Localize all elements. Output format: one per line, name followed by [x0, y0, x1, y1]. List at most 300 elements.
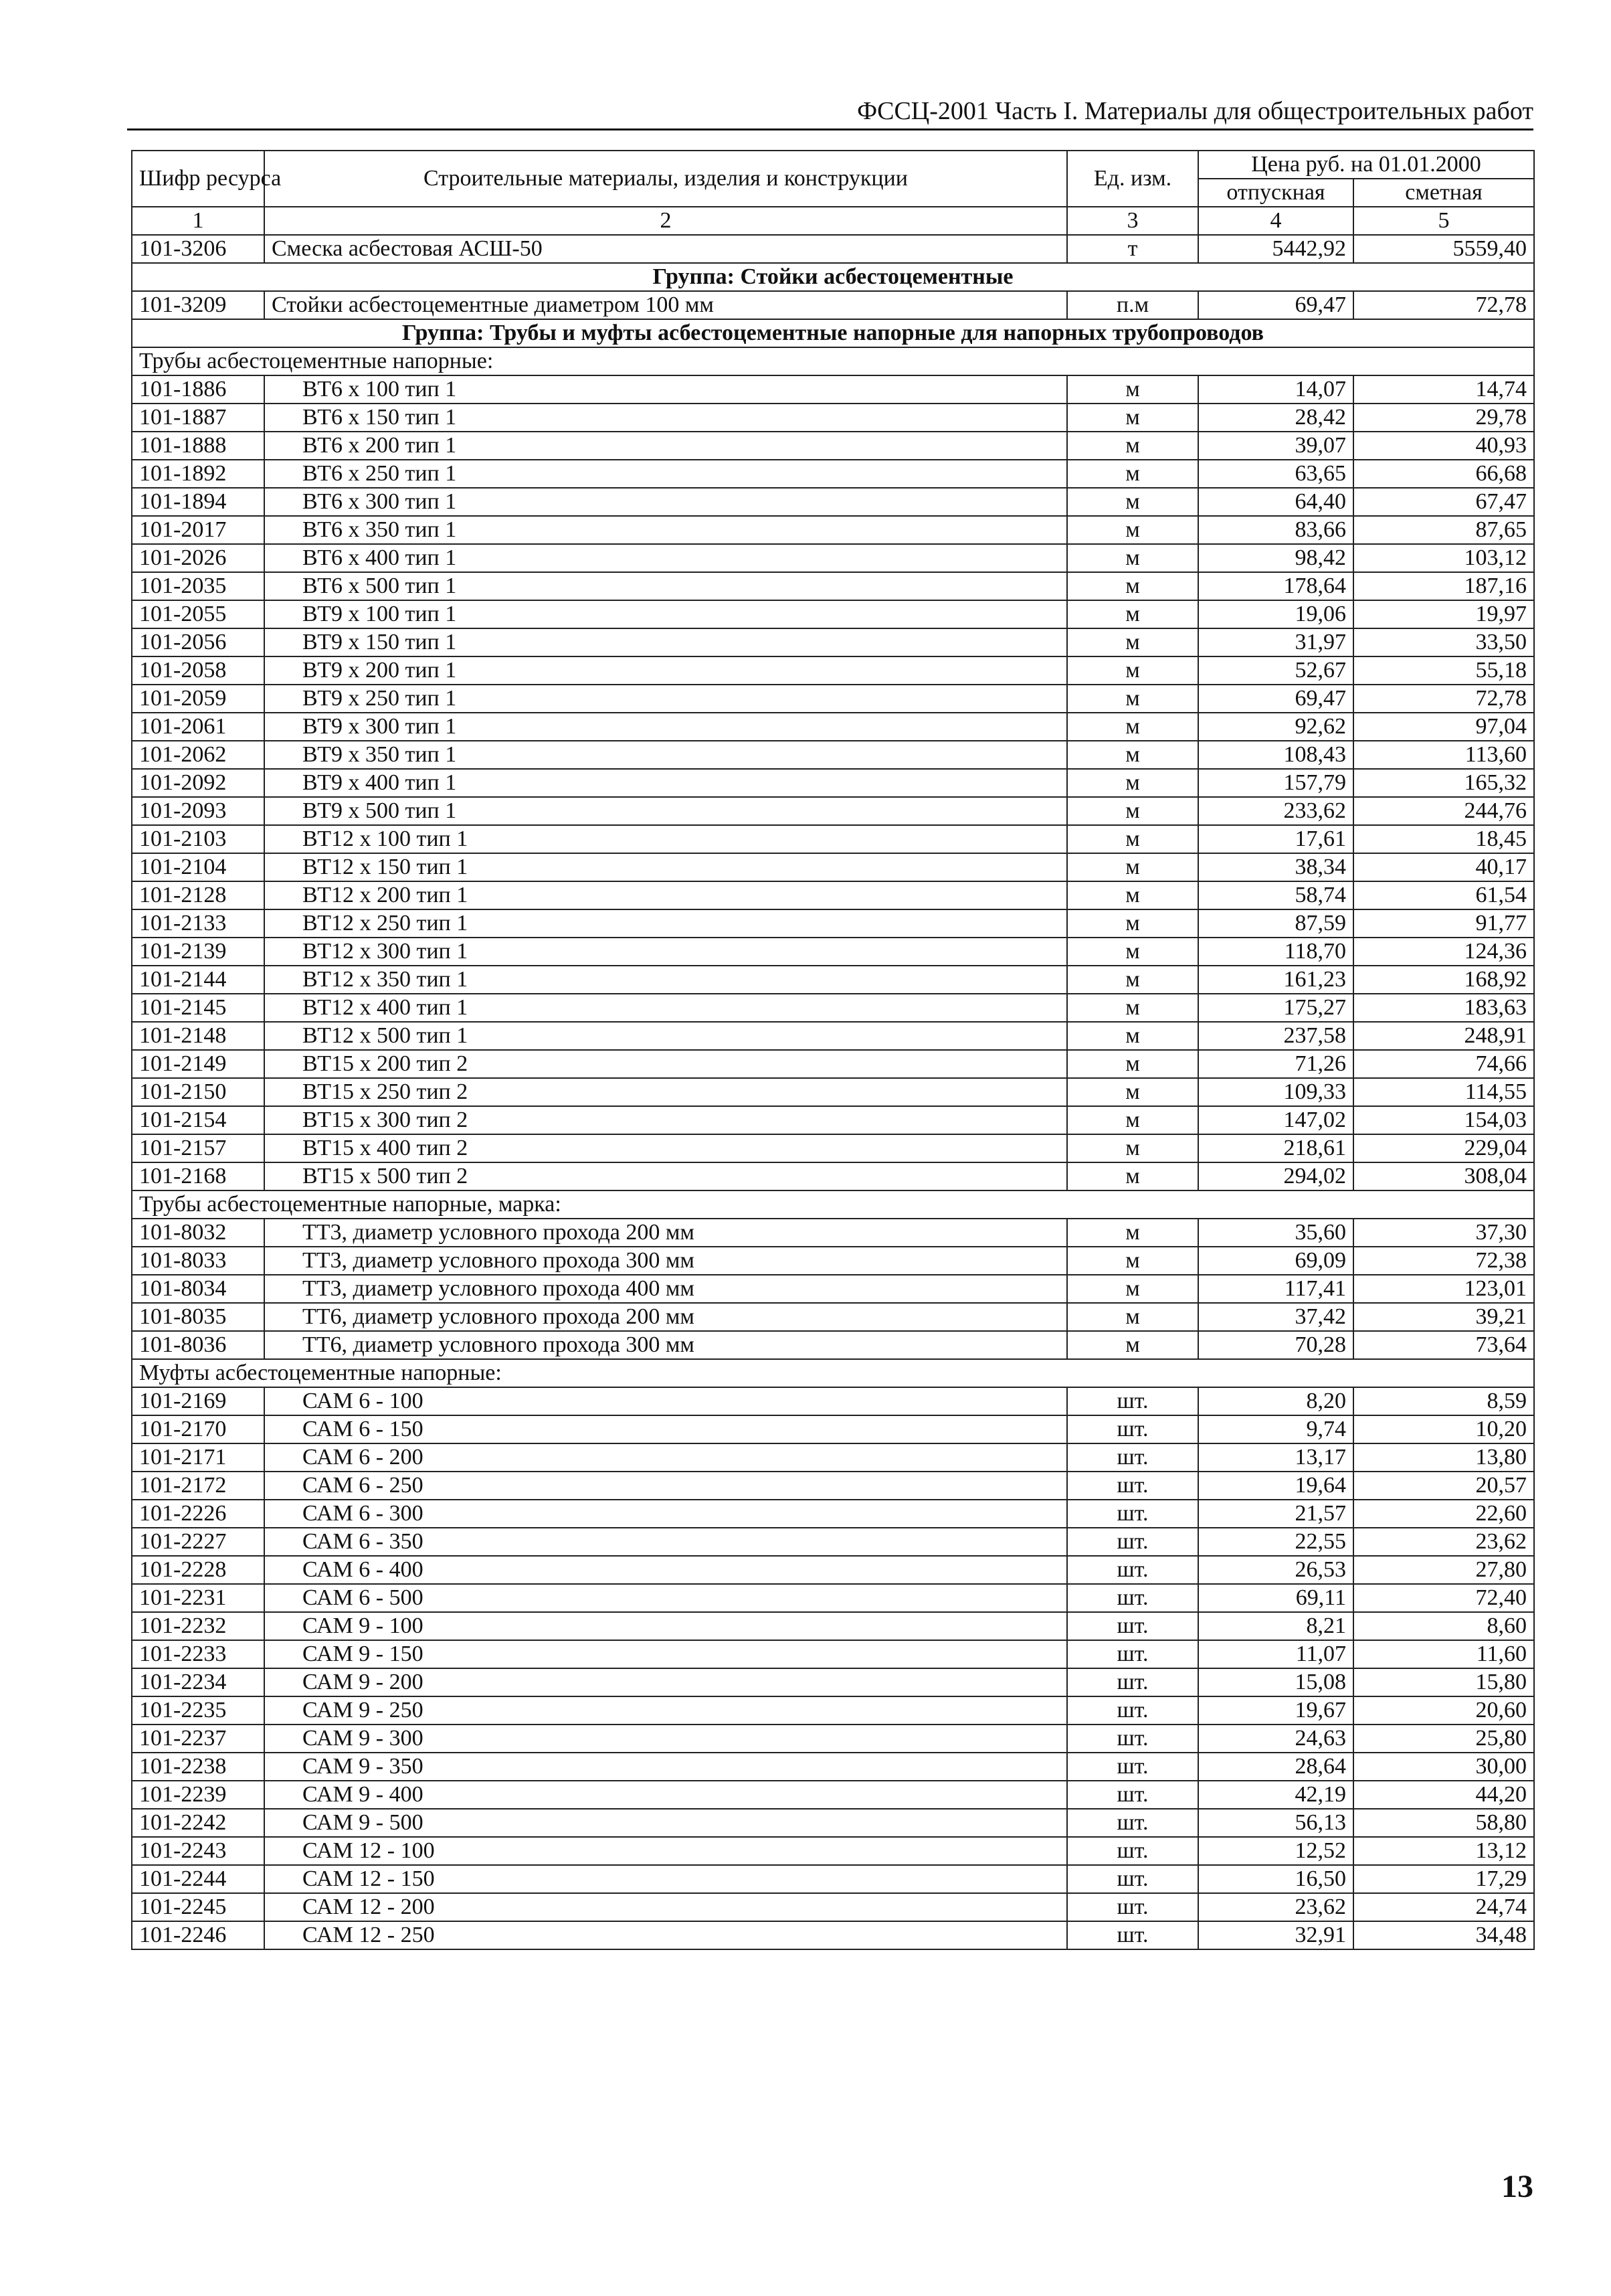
estimate-price: 67,47: [1353, 488, 1534, 516]
unit: шт.: [1067, 1921, 1198, 1949]
estimate-price: 229,04: [1353, 1134, 1534, 1162]
table-row: [132, 460, 1534, 488]
unit: м: [1067, 460, 1198, 488]
resource-code: 101-2093: [132, 797, 264, 825]
resource-code: 101-1886: [132, 375, 264, 404]
table-row: [132, 1753, 1534, 1781]
table-row: [132, 1865, 1534, 1893]
release-price: 69,09: [1198, 1247, 1353, 1275]
unit: шт.: [1067, 1387, 1198, 1415]
estimate-price: 124,36: [1353, 938, 1534, 966]
estimate-price: 58,80: [1353, 1809, 1534, 1837]
table-row: [132, 1556, 1534, 1584]
table-row: [132, 825, 1534, 853]
resource-code: 101-2172: [132, 1472, 264, 1500]
release-price: 14,07: [1198, 375, 1353, 404]
material-name: САМ 9 - 250: [264, 1696, 1067, 1725]
material-name: САМ 6 - 100: [264, 1387, 1067, 1415]
unit: шт.: [1067, 1528, 1198, 1556]
release-price: 26,53: [1198, 1556, 1353, 1584]
estimate-price: 39,21: [1353, 1303, 1534, 1331]
unit: м: [1067, 741, 1198, 769]
estimate-price: 18,45: [1353, 825, 1534, 853]
material-name: ВТ9 х 300 тип 1: [264, 713, 1067, 741]
table-row: [132, 685, 1534, 713]
material-name: САМ 6 - 400: [264, 1556, 1067, 1584]
material-name: ВТ12 х 200 тип 1: [264, 881, 1067, 909]
material-name: САМ 6 - 150: [264, 1415, 1067, 1443]
release-price: 108,43: [1198, 741, 1353, 769]
material-name: ВТ15 х 200 тип 2: [264, 1050, 1067, 1078]
resource-code: 101-2092: [132, 769, 264, 797]
resource-code: 101-2168: [132, 1162, 264, 1190]
unit: шт.: [1067, 1443, 1198, 1472]
estimate-price: 61,54: [1353, 881, 1534, 909]
group-title: Группа: Трубы и муфты асбестоцементные напорные для напорных трубопроводов: [132, 319, 1534, 347]
table-row: [132, 1247, 1534, 1275]
estimate-price: 72,40: [1353, 1584, 1534, 1612]
release-price: 233,62: [1198, 797, 1353, 825]
release-price: 56,13: [1198, 1809, 1353, 1837]
material-name: САМ 9 - 350: [264, 1753, 1067, 1781]
unit: шт.: [1067, 1415, 1198, 1443]
group-heading-row: [132, 319, 1534, 347]
material-name: ВТ9 х 350 тип 1: [264, 741, 1067, 769]
material-name: ТТ3, диаметр условного прохода 300 мм: [264, 1247, 1067, 1275]
column-number-row: [132, 207, 1534, 235]
table-header-row: [132, 151, 1534, 179]
estimate-price: 25,80: [1353, 1725, 1534, 1753]
release-price: 237,58: [1198, 1022, 1353, 1050]
unit: шт.: [1067, 1640, 1198, 1668]
material-name: САМ 9 - 500: [264, 1809, 1067, 1837]
unit: шт.: [1067, 1668, 1198, 1696]
estimate-price: 20,60: [1353, 1696, 1534, 1725]
release-price: 175,27: [1198, 994, 1353, 1022]
table-row: [132, 1837, 1534, 1865]
material-name: САМ 12 - 100: [264, 1837, 1067, 1865]
material-name: ВТ15 х 300 тип 2: [264, 1106, 1067, 1134]
estimate-price: 14,74: [1353, 375, 1534, 404]
estimate-price: 187,16: [1353, 572, 1534, 600]
table-row: [132, 1415, 1534, 1443]
estimate-price: 37,30: [1353, 1219, 1534, 1247]
unit: т: [1067, 235, 1198, 263]
resource-code: 101-1888: [132, 432, 264, 460]
unit: м: [1067, 1331, 1198, 1359]
resource-code: 101-2227: [132, 1528, 264, 1556]
release-price: 16,50: [1198, 1865, 1353, 1893]
unit: м: [1067, 1247, 1198, 1275]
table-row: [132, 797, 1534, 825]
table-row: [132, 600, 1534, 628]
release-price: 117,41: [1198, 1275, 1353, 1303]
material-name: ТТ3, диаметр условного прохода 400 мм: [264, 1275, 1067, 1303]
estimate-price: 168,92: [1353, 966, 1534, 994]
estimate-price: 13,80: [1353, 1443, 1534, 1472]
release-price: 69,47: [1198, 291, 1353, 319]
unit: шт.: [1067, 1781, 1198, 1809]
table-row: [132, 1612, 1534, 1640]
release-price: 69,47: [1198, 685, 1353, 713]
material-name: САМ 9 - 100: [264, 1612, 1067, 1640]
unit: м: [1067, 572, 1198, 600]
release-price: 178,64: [1198, 572, 1353, 600]
table-row: [132, 404, 1534, 432]
resource-code: 101-2226: [132, 1500, 264, 1528]
resource-code: 101-2133: [132, 909, 264, 938]
resource-code: 101-2228: [132, 1556, 264, 1584]
unit: м: [1067, 966, 1198, 994]
resource-code: 101-1887: [132, 404, 264, 432]
table-row: [132, 966, 1534, 994]
resource-code: 101-8036: [132, 1331, 264, 1359]
release-price: 38,34: [1198, 853, 1353, 881]
table-row: [132, 1106, 1534, 1134]
table-row: [132, 235, 1534, 263]
unit: м: [1067, 1303, 1198, 1331]
material-name: Стойки асбестоцементные диаметром 100 мм: [264, 291, 1067, 319]
resource-code: 101-2235: [132, 1696, 264, 1725]
material-name: САМ 9 - 400: [264, 1781, 1067, 1809]
col-release-header: отпускная: [1198, 179, 1353, 207]
resource-code: 101-2232: [132, 1612, 264, 1640]
material-name: ВТ12 х 300 тип 1: [264, 938, 1067, 966]
estimate-price: 13,12: [1353, 1837, 1534, 1865]
unit: м: [1067, 432, 1198, 460]
subgroup-title: Трубы асбестоцементные напорные, марка:: [132, 1190, 1534, 1219]
column-number: 2: [264, 207, 1067, 235]
estimate-price: 19,97: [1353, 600, 1534, 628]
release-price: 15,08: [1198, 1668, 1353, 1696]
estimate-price: 22,60: [1353, 1500, 1534, 1528]
release-price: 22,55: [1198, 1528, 1353, 1556]
price-sheet: [131, 150, 1533, 1950]
unit: м: [1067, 1275, 1198, 1303]
resource-code: 101-2154: [132, 1106, 264, 1134]
material-name: САМ 12 - 200: [264, 1893, 1067, 1921]
estimate-price: 34,48: [1353, 1921, 1534, 1949]
resource-code: 101-2239: [132, 1781, 264, 1809]
release-price: 157,79: [1198, 769, 1353, 797]
estimate-price: 165,32: [1353, 769, 1534, 797]
estimate-price: 103,12: [1353, 544, 1534, 572]
release-price: 32,91: [1198, 1921, 1353, 1949]
material-name: САМ 6 - 200: [264, 1443, 1067, 1472]
subgroup-heading-row: [132, 1359, 1534, 1387]
unit: шт.: [1067, 1725, 1198, 1753]
unit: м: [1067, 797, 1198, 825]
material-name: САМ 6 - 300: [264, 1500, 1067, 1528]
material-name: ВТ9 х 100 тип 1: [264, 600, 1067, 628]
estimate-price: 87,65: [1353, 516, 1534, 544]
table-row: [132, 1921, 1534, 1949]
resource-code: 101-2026: [132, 544, 264, 572]
unit: шт.: [1067, 1865, 1198, 1893]
material-name: САМ 9 - 150: [264, 1640, 1067, 1668]
estimate-price: 72,78: [1353, 685, 1534, 713]
unit: м: [1067, 404, 1198, 432]
subgroup-title: Муфты асбестоцементные напорные:: [132, 1359, 1534, 1387]
release-price: 52,67: [1198, 656, 1353, 685]
column-number: 4: [1198, 207, 1353, 235]
resource-code: 101-2238: [132, 1753, 264, 1781]
table-row: [132, 881, 1534, 909]
resource-code: 101-2237: [132, 1725, 264, 1753]
release-price: 70,28: [1198, 1331, 1353, 1359]
table-row: [132, 1668, 1534, 1696]
table-row: [132, 713, 1534, 741]
material-name: ВТ12 х 400 тип 1: [264, 994, 1067, 1022]
unit: м: [1067, 628, 1198, 656]
column-number: 5: [1353, 207, 1534, 235]
header-title: ФССЦ-2001 Часть I. Материалы для общестроительных работ: [857, 97, 1533, 125]
resource-code: 101-2148: [132, 1022, 264, 1050]
resource-code: 101-8033: [132, 1247, 264, 1275]
release-price: 98,42: [1198, 544, 1353, 572]
resource-code: 101-2233: [132, 1640, 264, 1668]
col-price-header: Цена руб. на 01.01.2000: [1198, 151, 1534, 179]
table-row: [132, 853, 1534, 881]
unit: шт.: [1067, 1893, 1198, 1921]
unit: шт.: [1067, 1472, 1198, 1500]
estimate-price: 55,18: [1353, 656, 1534, 685]
resource-code: 101-2058: [132, 656, 264, 685]
release-price: 294,02: [1198, 1162, 1353, 1190]
unit: м: [1067, 769, 1198, 797]
material-name: ВТ6 х 100 тип 1: [264, 375, 1067, 404]
release-price: 69,11: [1198, 1584, 1353, 1612]
resource-code: 101-2234: [132, 1668, 264, 1696]
material-name: ВТ15 х 250 тип 2: [264, 1078, 1067, 1106]
material-name: САМ 12 - 250: [264, 1921, 1067, 1949]
release-price: 37,42: [1198, 1303, 1353, 1331]
resource-code: 101-2103: [132, 825, 264, 853]
table-row: [132, 1443, 1534, 1472]
resource-code: 101-2061: [132, 713, 264, 741]
material-name: САМ 12 - 150: [264, 1865, 1067, 1893]
col-unit-header: Ед. изм.: [1067, 151, 1198, 207]
release-price: 87,59: [1198, 909, 1353, 938]
resource-code: 101-2139: [132, 938, 264, 966]
release-price: 21,57: [1198, 1500, 1353, 1528]
resource-code: 101-2104: [132, 853, 264, 881]
resource-code: 101-2231: [132, 1584, 264, 1612]
resource-code: 101-2157: [132, 1134, 264, 1162]
material-name: САМ 6 - 350: [264, 1528, 1067, 1556]
unit: м: [1067, 1162, 1198, 1190]
resource-code: 101-1892: [132, 460, 264, 488]
material-name: ВТ9 х 250 тип 1: [264, 685, 1067, 713]
unit: м: [1067, 516, 1198, 544]
estimate-price: 66,68: [1353, 460, 1534, 488]
estimate-price: 40,93: [1353, 432, 1534, 460]
release-price: 12,52: [1198, 1837, 1353, 1865]
release-price: 161,23: [1198, 966, 1353, 994]
release-price: 19,67: [1198, 1696, 1353, 1725]
resource-code: 101-3206: [132, 235, 264, 263]
release-price: 19,06: [1198, 600, 1353, 628]
release-price: 83,66: [1198, 516, 1353, 544]
release-price: 9,74: [1198, 1415, 1353, 1443]
table-row: [132, 516, 1534, 544]
material-name: ВТ9 х 150 тип 1: [264, 628, 1067, 656]
table-row: [132, 628, 1534, 656]
release-price: 28,42: [1198, 404, 1353, 432]
material-name: ВТ6 х 350 тип 1: [264, 516, 1067, 544]
material-name: ВТ12 х 500 тип 1: [264, 1022, 1067, 1050]
material-name: САМ 6 - 500: [264, 1584, 1067, 1612]
unit: м: [1067, 600, 1198, 628]
subgroup-heading-row: [132, 1190, 1534, 1219]
table-row: [132, 1696, 1534, 1725]
material-name: ВТ6 х 300 тип 1: [264, 488, 1067, 516]
release-price: 11,07: [1198, 1640, 1353, 1668]
unit: м: [1067, 909, 1198, 938]
estimate-price: 5559,40: [1353, 235, 1534, 263]
unit: м: [1067, 881, 1198, 909]
table-row: [132, 1809, 1534, 1837]
release-price: 39,07: [1198, 432, 1353, 460]
table-row: [132, 1162, 1534, 1190]
estimate-price: 11,60: [1353, 1640, 1534, 1668]
release-price: 17,61: [1198, 825, 1353, 853]
table-row: [132, 656, 1534, 685]
table-row: [132, 1528, 1534, 1556]
estimate-price: 73,64: [1353, 1331, 1534, 1359]
resource-code: 101-2017: [132, 516, 264, 544]
estimate-price: 23,62: [1353, 1528, 1534, 1556]
resource-code: 101-2055: [132, 600, 264, 628]
resource-code: 101-3209: [132, 291, 264, 319]
material-name: ТТ3, диаметр условного прохода 200 мм: [264, 1219, 1067, 1247]
table-row: [132, 572, 1534, 600]
table-row: [132, 1472, 1534, 1500]
table-row: [132, 375, 1534, 404]
estimate-price: 8,60: [1353, 1612, 1534, 1640]
estimate-price: 114,55: [1353, 1078, 1534, 1106]
table-row: [132, 741, 1534, 769]
release-price: 35,60: [1198, 1219, 1353, 1247]
table-row: [132, 994, 1534, 1022]
material-name: САМ 9 - 300: [264, 1725, 1067, 1753]
release-price: 5442,92: [1198, 235, 1353, 263]
unit: м: [1067, 375, 1198, 404]
table-row: [132, 909, 1534, 938]
material-name: ВТ9 х 400 тип 1: [264, 769, 1067, 797]
estimate-price: 72,78: [1353, 291, 1534, 319]
release-price: 31,97: [1198, 628, 1353, 656]
resource-code: 101-2059: [132, 685, 264, 713]
release-price: 71,26: [1198, 1050, 1353, 1078]
unit: шт.: [1067, 1556, 1198, 1584]
release-price: 13,17: [1198, 1443, 1353, 1472]
material-name: ВТ12 х 150 тип 1: [264, 853, 1067, 881]
release-price: 19,64: [1198, 1472, 1353, 1500]
unit: м: [1067, 1134, 1198, 1162]
material-name: ТТ6, диаметр условного прохода 300 мм: [264, 1331, 1067, 1359]
resource-code: 101-8032: [132, 1219, 264, 1247]
resource-code: 101-2145: [132, 994, 264, 1022]
material-name: САМ 6 - 250: [264, 1472, 1067, 1500]
estimate-price: 154,03: [1353, 1106, 1534, 1134]
table-row: [132, 1219, 1534, 1247]
unit: м: [1067, 1219, 1198, 1247]
table-row: [132, 1275, 1534, 1303]
unit: м: [1067, 938, 1198, 966]
unit: м: [1067, 685, 1198, 713]
unit: шт.: [1067, 1584, 1198, 1612]
release-price: 28,64: [1198, 1753, 1353, 1781]
table-row: [132, 1387, 1534, 1415]
release-price: 58,74: [1198, 881, 1353, 909]
material-name: ВТ9 х 500 тип 1: [264, 797, 1067, 825]
estimate-price: 44,20: [1353, 1781, 1534, 1809]
table-row: [132, 1584, 1534, 1612]
release-price: 63,65: [1198, 460, 1353, 488]
subgroup-title: Трубы асбестоцементные напорные:: [132, 347, 1534, 375]
price-table: [131, 150, 1535, 1950]
estimate-price: 10,20: [1353, 1415, 1534, 1443]
resource-code: 101-2149: [132, 1050, 264, 1078]
unit: м: [1067, 825, 1198, 853]
release-price: 24,63: [1198, 1725, 1353, 1753]
table-row: [132, 1022, 1534, 1050]
subgroup-heading-row: [132, 347, 1534, 375]
unit: шт.: [1067, 1837, 1198, 1865]
page-number: 13: [1501, 2169, 1533, 2204]
group-title: Группа: Стойки асбестоцементные: [132, 263, 1534, 291]
table-row: [132, 1078, 1534, 1106]
release-price: 23,62: [1198, 1893, 1353, 1921]
unit: м: [1067, 994, 1198, 1022]
col-code-header: Шифр ресурса: [132, 151, 264, 207]
release-price: 8,20: [1198, 1387, 1353, 1415]
unit: шт.: [1067, 1696, 1198, 1725]
unit: шт.: [1067, 1612, 1198, 1640]
resource-code: 101-8035: [132, 1303, 264, 1331]
estimate-price: 248,91: [1353, 1022, 1534, 1050]
unit: шт.: [1067, 1500, 1198, 1528]
estimate-price: 74,66: [1353, 1050, 1534, 1078]
resource-code: 101-2169: [132, 1387, 264, 1415]
release-price: 109,33: [1198, 1078, 1353, 1106]
release-price: 8,21: [1198, 1612, 1353, 1640]
estimate-price: 33,50: [1353, 628, 1534, 656]
release-price: 218,61: [1198, 1134, 1353, 1162]
estimate-price: 91,77: [1353, 909, 1534, 938]
material-name: ТТ6, диаметр условного прохода 200 мм: [264, 1303, 1067, 1331]
estimate-price: 27,80: [1353, 1556, 1534, 1584]
unit: п.м: [1067, 291, 1198, 319]
release-price: 64,40: [1198, 488, 1353, 516]
table-row: [132, 1331, 1534, 1359]
table-row: [132, 291, 1534, 319]
group-heading-row: [132, 263, 1534, 291]
resource-code: 101-8034: [132, 1275, 264, 1303]
estimate-price: 17,29: [1353, 1865, 1534, 1893]
resource-code: 101-2245: [132, 1893, 264, 1921]
resource-code: 101-2128: [132, 881, 264, 909]
estimate-price: 8,59: [1353, 1387, 1534, 1415]
material-name: ВТ12 х 350 тип 1: [264, 966, 1067, 994]
estimate-price: 15,80: [1353, 1668, 1534, 1696]
unit: м: [1067, 1050, 1198, 1078]
resource-code: 101-2170: [132, 1415, 264, 1443]
table-row: [132, 1050, 1534, 1078]
table-row: [132, 544, 1534, 572]
resource-code: 101-2144: [132, 966, 264, 994]
